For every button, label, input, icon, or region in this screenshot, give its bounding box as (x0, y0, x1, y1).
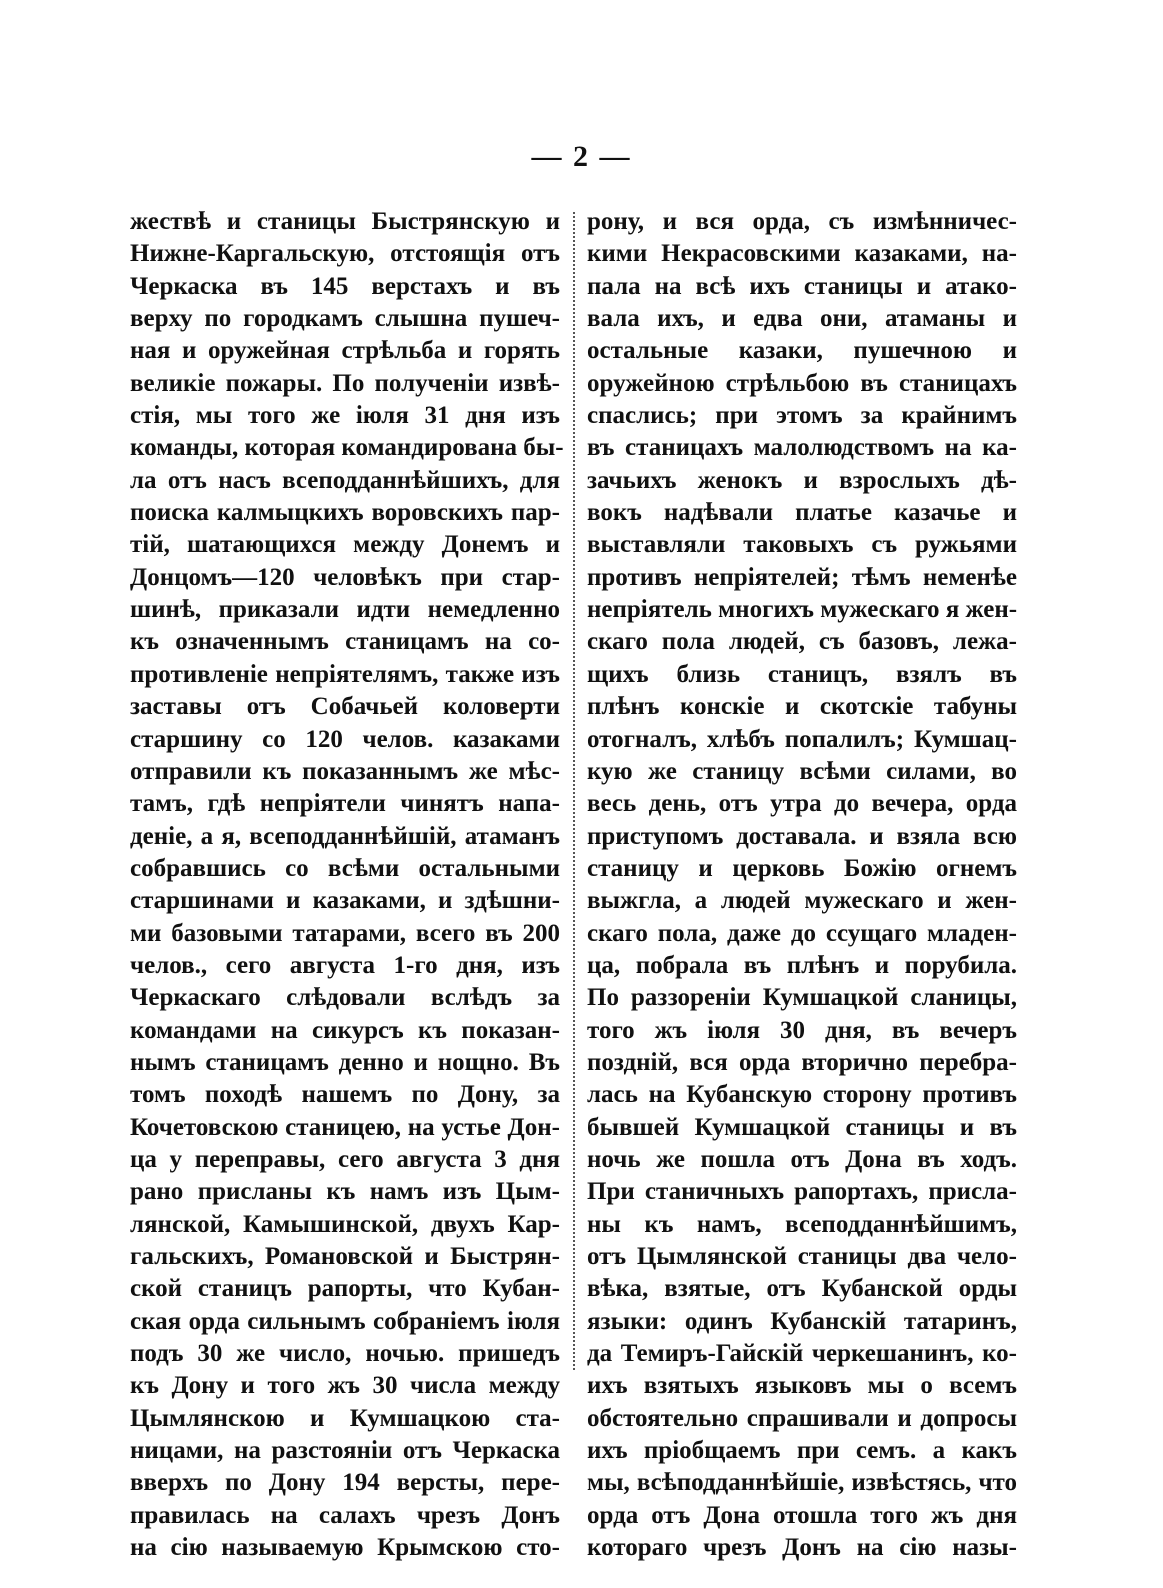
text-line: Черкаска въ 145 верстахъ и въ (130, 272, 560, 300)
text-line: приступомъ доставала. и взяла всю (587, 822, 1017, 850)
text-line: тій, шатающихся между Донемъ и (130, 531, 560, 559)
text-line: шинѣ, приказали идти немедленно (130, 596, 560, 624)
text-line: Черкаскаго слѣдовали вслѣдъ за (130, 984, 560, 1012)
text-line: весь день, отъ утра до вечера, орда (587, 790, 1017, 818)
text-line: старшинами и казаками, и здѣшни- (130, 887, 560, 915)
text-line: противъ непріятелей; тѣмъ неменѣе (587, 563, 1017, 591)
text-line: ихъ пріобщаемъ при семъ. а какъ (587, 1437, 1017, 1465)
text-line: ла отъ насъ всеподданнѣйшихъ, для (130, 466, 560, 494)
text-line: кую же станицу всѣми силами, во (587, 757, 1017, 785)
right-column (587, 206, 1017, 1564)
text-line: ца, побрала въ плѣнъ и порубила. (587, 951, 1017, 979)
text-line: щихъ близь станицъ, взялъ въ (587, 660, 1017, 688)
column-divider (573, 212, 575, 1370)
text-line: непріятель многихъ мужескаго я жен- (587, 596, 1018, 624)
text-line: Нижне-Каргальскую, отстоящія отъ (130, 240, 560, 268)
text-line: да Темиръ-Гайскій черкешанинъ, ко- (587, 1340, 1017, 1368)
text-line: котораго чрезъ Донъ на сію назы- (587, 1534, 1017, 1562)
text-line: ская орда сильнымъ собраніемъ іюля (130, 1307, 560, 1335)
text-line: противленіе непріятелямъ, также изъ (130, 660, 560, 688)
text-line: остальные казаки, пушечною и (587, 337, 1017, 365)
text-line: выжгла, а людей мужескаго и жен- (587, 887, 1017, 915)
text-line: подъ 30 же число, ночью. пришедъ (130, 1340, 560, 1368)
text-line: вала ихъ, и едва они, атаманы и (587, 305, 1017, 333)
text-line: рано присланы къ намъ изъ Цым- (130, 1178, 560, 1206)
text-line: къ Дону и того жъ 30 числа между (130, 1372, 560, 1400)
text-line: Донцомъ—120 человѣкъ при стар- (130, 563, 560, 591)
text-line: команды, которая командирована бы- (130, 434, 564, 462)
text-line: въ станицахъ малолюдствомъ на ка- (587, 434, 1017, 462)
text-line: выставляли таковыхъ съ ружьями (587, 531, 1017, 559)
text-line: на сію называемую Крымскою сто- (130, 1534, 560, 1562)
text-line: отогналъ, хлѣбъ попалилъ; Кумшац- (587, 725, 1017, 753)
text-line: ная и оружейная стрѣльба и горять (130, 337, 560, 365)
text-line: ихъ взятыхъ языковъ мы о всемъ (587, 1372, 1017, 1400)
page-number: — 2 — (531, 140, 632, 173)
text-line: Цымлянскою и Кумшацкою ста- (130, 1404, 560, 1432)
text-line: пала на всѣ ихъ станицы и атако- (587, 272, 1017, 300)
text-line: поиска калмыцкихъ воровскихъ пар- (130, 499, 560, 527)
text-line: бывшей Кумшацкой станицы и въ (587, 1113, 1017, 1141)
text-line: ночь же пошла отъ Дона въ ходъ. (587, 1145, 1017, 1173)
text-line: ца у переправы, сего августа 3 дня (130, 1145, 560, 1173)
text-line: великіе пожары. По полученіи извѣ- (130, 369, 560, 397)
text-line: правилась на салахъ чрезъ Донъ (130, 1501, 560, 1529)
text-line: ской станицъ рапорты, что Кубан- (130, 1275, 560, 1303)
text-line: гальскихъ, Романовской и Быстрян- (130, 1243, 560, 1270)
text-line: собравшись со всѣми остальными (130, 854, 560, 882)
text-line: ны къ намъ, всеподданнѣйшимъ, (587, 1210, 1017, 1238)
text-line: томъ походѣ нашемъ по Дону, за (130, 1081, 560, 1109)
text-line: Кочетовскою станицею, на устье Дон- (130, 1113, 560, 1141)
text-line: отправили къ показаннымъ же мѣс- (130, 757, 560, 785)
text-line: вѣка, взятые, отъ Кубанской орды (587, 1275, 1017, 1303)
text-line: вверхъ по Дону 194 версты, пере- (130, 1469, 560, 1497)
text-line: старшину со 120 челов. казаками (130, 725, 560, 753)
text-line: ми базовыми татарами, всего въ 200 (130, 919, 560, 947)
text-line: плѣнъ конскіе и скотскіе табуны (587, 693, 1017, 721)
left-column (130, 206, 564, 1564)
text-line: стія, мы того же іюля 31 дня изъ (130, 402, 560, 430)
text-line: станицу и церковь Божію огнемъ (587, 854, 1017, 882)
text-line: верху по городкамъ слышна пушеч- (130, 305, 560, 333)
text-line: командами на сикурсъ къ показан- (130, 1016, 560, 1044)
text-line: По раззореніи Кумшацкой сланицы, (587, 984, 1017, 1012)
text-line: языки: одинъ Кубанскій татаринъ, (587, 1307, 1017, 1335)
text-line: мы, всѣподданнѣйшіе, извѣстясь, что (587, 1469, 1017, 1497)
text-line: поздній, вся орда вторично перебра- (587, 1048, 1017, 1076)
text-line: заставы отъ Собачьей коловерти (130, 693, 560, 721)
text-line: отъ Цымлянской станицы два чело- (587, 1243, 1017, 1270)
text-line: При станичныхъ рапортахъ, присла- (587, 1178, 1017, 1206)
text-line: рону, и вся орда, съ измѣнничес- (587, 208, 1017, 235)
text-line: деніе, а я, всеподданнѣйшій, атаманъ (130, 822, 560, 850)
text-line: кими Некрасовскими казаками, на- (587, 240, 1017, 268)
text-line: скаго пола людей, съ базовъ, лежа- (587, 628, 1017, 656)
text-line: ницами, на разстояніи отъ Черкаска (130, 1437, 560, 1465)
text-line: тамъ, гдѣ непріятели чинятъ напа- (130, 790, 560, 818)
text-line: скаго пола, даже до ссущаго младен- (587, 919, 1017, 947)
text-line: оружейною стрѣльбою въ станицахъ (587, 369, 1017, 397)
text-line: лась на Кубанскую сторону противъ (587, 1081, 1017, 1109)
text-line: челов., сего августа 1-го дня, изъ (130, 951, 560, 979)
text-line: зачьихъ женокъ и взрослыхъ дѣ- (587, 466, 1017, 494)
text-line: вокъ надѣвали платье казачье и (587, 499, 1017, 527)
text-line: обстоятельно спрашивали и допросы (587, 1404, 1017, 1432)
text-line: лянской, Камышинской, двухъ Кар- (130, 1210, 560, 1238)
text-line: къ означеннымъ станицамъ на со- (130, 628, 560, 656)
text-line: нымъ станицамъ денно и нощно. Въ (130, 1048, 560, 1076)
text-line: того жъ іюля 30 дня, въ вечеръ (587, 1016, 1017, 1044)
text-line: спаслись; при этомъ за крайнимъ (587, 402, 1017, 430)
text-line: орда отъ Дона отошла того жъ дня (587, 1501, 1017, 1529)
text-line: жествѣ и станицы Быстрянскую и (130, 208, 560, 235)
